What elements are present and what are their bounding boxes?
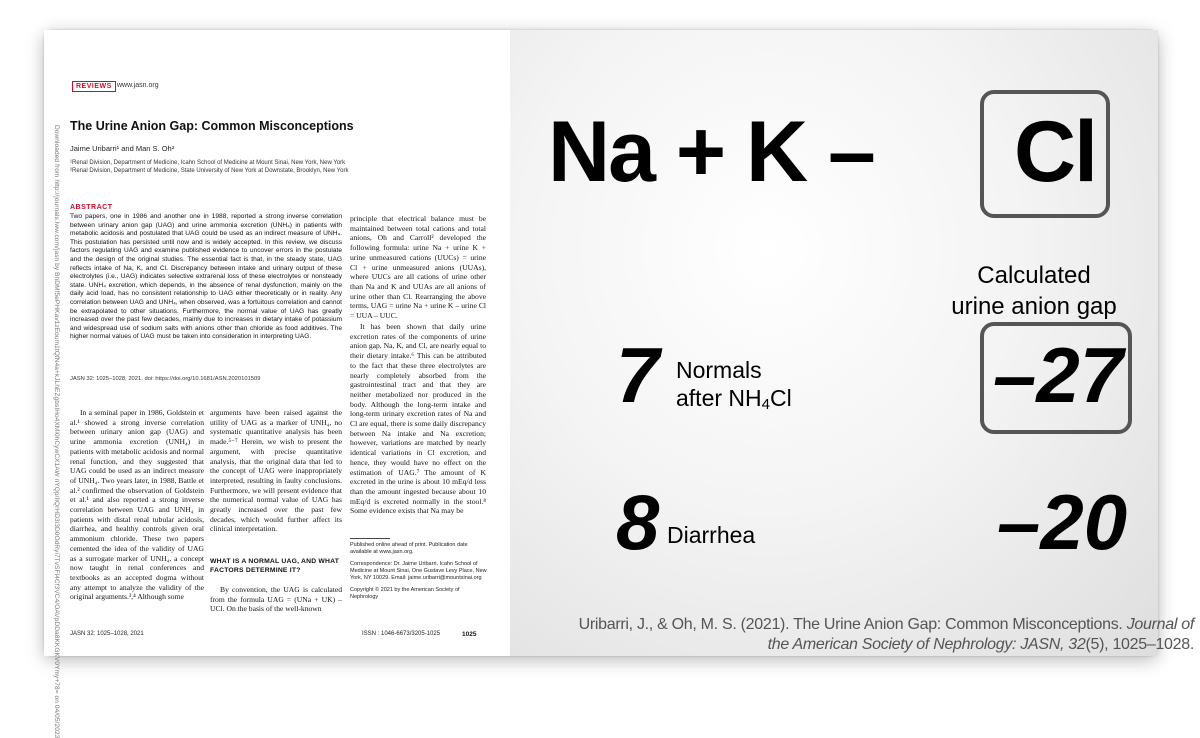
row1-label-line2 bbox=[676, 384, 792, 419]
reference-plain: Uribarri, J., & Oh, M. S. (2021). The Urine Anion Gap: Common Misconceptions. bbox=[578, 616, 1127, 633]
note-published: Published online ahead of print. Publication date available at www.jasn.org. bbox=[350, 542, 468, 555]
row1-label-subscript: 4 bbox=[761, 396, 770, 413]
row2-count: 8 bbox=[616, 478, 660, 566]
article-title: The Urine Anion Gap: Common Misconceptions bbox=[70, 119, 354, 133]
intro-continuation: arguments have been raised against the utility of UAG as a marker of UNH₄, no systematic quantitative analysis has been made.⁵⁻⁷ Herein, we wish to present the argument, with precise quantitative analysis, that the original data that led to the concept of UAG were inappropriately interpreted, resulting in faulty conclusions. Furthermore, we will present evidence that the numerical normal value of UAG has greatly increased over the past few decades, which would further affect its clinical interpretation. bbox=[210, 408, 342, 534]
reviews-badge: REVIEWS bbox=[72, 81, 116, 92]
abstract-heading: ABSTRACT bbox=[70, 204, 113, 211]
row1-label-prefix: after NH bbox=[676, 385, 762, 411]
reference-journal: Journal of the American Society of Nephrology: JASN, 32 bbox=[767, 616, 1194, 653]
section-heading: WHAT IS A NORMAL UAG, AND WHAT FACTORS DETERMINE IT? bbox=[210, 558, 340, 574]
slide-frame bbox=[44, 30, 1194, 738]
download-strip-text: Downloaded from http://journals.lww.com/jasn by BhDMf5ePHKav1zEoum1tQfN4a+kJLhEZgbsIHo4XMi0hCywCX1AW nYQp/IlQrHD3i3D0OdRyi7TvSFl4Cf3VC4/OAVpDDa8KKGKV0Ymy+78= on 04/05/2023 bbox=[53, 125, 60, 738]
right-body-paragraph: It has been shown that daily urine excretion rates of the components of urine anion gap, Na, K, and Cl, are nearly equal to their dietary intake.⁶ This can be attributed to the fact that these three electrolytes are nearly completely absorbed from the gastrointestinal tract and that they are neither metabolized nor produced in the body. Although the long-term intake and long-term urinary excretion rates of Na and Cl are equal, there is some daily discrepancy between Na intake and Na excretion; however, variations are matched by nearly identical variations in Cl excretion, and hence, they would have no effect on the estimation of UAG.⁷ The amount of K excreted in the urine is about 10 mEq/d less than the amount ingested because about 10 mEq/d is excreted normally in the stool.⁸ Some evidence exists that Na may be bbox=[350, 322, 486, 516]
section-paragraph-column bbox=[210, 585, 342, 614]
row1-label bbox=[676, 356, 792, 419]
abstract-text: Two papers, one in 1986 and another one in 1988, reported a strong inverse correlation between urinary anion gap (UAG) and urine ammonia excretion (UNH₄) in patients with metabolic acidosis and postulated that UAG could be used as an indirect measure of UNH₄. This postulation has persisted until now and is widely accepted. In this review, we discuss factors regulating UAG and examine published evidence to uncover errors in the postulate and the design of the original studies. The essential fact is that, in the steady state, UAG reflects intake of Na, K, and Cl. Discrepancy between intake and urinary output of these electrolytes (i.e., UAG) indicates selective extrarenal loss of these electrolytes or nonsteady state. UNH₄ excretion, which depends, in the absence of renal dysfunction, mainly on the daily acid load, has no consistent relationship to UAG either theoretically or in reality. Any correlation between UAG and UNH₄, when observed, was a fortuitous correlation and cannot be extrapolated to other situations. Furthermore, the normal value of UAG has greatly increased over the past few decades, mainly due to increases in dietary intake of potassium and widespread use of sodium salts with anions other than chloride as food additives. The higher normal values of UAG must be taken into consideration in interpreting UAG. bbox=[70, 213, 342, 341]
right-column-body bbox=[350, 322, 486, 516]
reference-citation bbox=[566, 615, 1194, 655]
notes-divider bbox=[350, 538, 390, 539]
body-column-2 bbox=[210, 408, 342, 534]
right-column-top bbox=[350, 214, 486, 321]
note-copyright: Copyright © 2021 by the American Society of Nephrology bbox=[350, 587, 460, 600]
row2-gap-value: –20 bbox=[997, 478, 1128, 566]
calculated-gap-label bbox=[918, 260, 1150, 322]
journal-page bbox=[44, 30, 510, 738]
citation-doi: JASN 32: 1025–1028, 2021. doi: https://doi.org/10.1681/ASN.2020101509 bbox=[70, 376, 261, 382]
formula-left: Na + K – bbox=[548, 104, 874, 200]
right-top-paragraph: principle that electrical balance must be maintained between total cations and total anions, Oh and Carroll² developed the following formula: urine Na + urine K + urine unmeasured cations (UUCs) = urine Cl + urine unmeasured anions (UUAs), where UUCs are all cations of urine other than Na and K and UUAs are all anions of urine other than Cl. Rearranging the above terms, UAG = urine Na + urine K – urine Cl = UUA – UUC. bbox=[350, 214, 486, 321]
row1-count: 7 bbox=[616, 331, 660, 419]
affiliation-2: ²Renal Division, Department of Medicine, State University of New York at Downstate, Brooklyn, New York bbox=[70, 168, 349, 174]
row2-label: Diarrhea bbox=[667, 522, 756, 548]
body-column-1 bbox=[70, 408, 204, 602]
calc-label-line1: Calculated bbox=[977, 262, 1091, 289]
footer-journal: JASN 32: 1025–1028, 2021 bbox=[70, 631, 144, 637]
row1-label-line1: Normals bbox=[676, 357, 762, 383]
reference-tail: (5), 1025–1028. bbox=[1085, 636, 1194, 653]
article-notes bbox=[350, 542, 488, 606]
footer-issn: ISSN : 1046-6673/3205-1025 bbox=[362, 631, 441, 637]
article-authors: Jaime Uribarri¹ and Man S. Oh² bbox=[70, 144, 175, 153]
download-strip bbox=[50, 125, 60, 738]
calc-label-line2: urine anion gap bbox=[951, 293, 1117, 320]
summary-panel bbox=[510, 30, 1194, 656]
note-correspondence: Correspondence: Dr. Jaime Uribarri, Icahn School of Medicine at Mount Sinai, One Gustave Levy Place, New York, NY 10029. Email: jaime.uribarri@mountsinai.org bbox=[350, 561, 487, 581]
journal-site: www.jasn.org bbox=[117, 82, 159, 89]
intro-paragraph: In a seminal paper in 1986, Goldstein et al.¹ showed a strong inverse correlation between urinary anion gap (UAG) and urine ammonia excretion (UNH₄) in patients with metabolic acidosis and normal renal function, and they suggested that UAG could be used as an indirect measure of UNH₄. Two years later, in 1988, Battle et al.² confirmed the observation of Goldstein et al.¹ and also reported a strong inverse correlation between UAG and UNH₄ in patients with distal renal tubular acidosis, diarrhea, and healthy controls given oral ammonium chloride. These two papers cemented the idea of the validity of UAG as a surrogate marker of UNH₄, a concept now taught in renal conferences and textbooks as an accepted dogma without any attempt to analyze the validity of the original arguments.³,⁴ Although some bbox=[70, 408, 204, 602]
row1-gap-value: –27 bbox=[993, 331, 1124, 419]
section-paragraph: By convention, the UAG is calculated from the formula UAG = (UNa + UK) – UCl. On the basis of the well-known bbox=[210, 585, 342, 614]
affiliation-1: ¹Renal Division, Department of Medicine, Icahn School of Medicine at Mount Sinai, New York, New York bbox=[70, 160, 346, 166]
row1-label-suffix: Cl bbox=[769, 385, 792, 411]
formula-chloride: Cl bbox=[1014, 104, 1096, 200]
footer-page-number: 1025 bbox=[462, 631, 477, 638]
